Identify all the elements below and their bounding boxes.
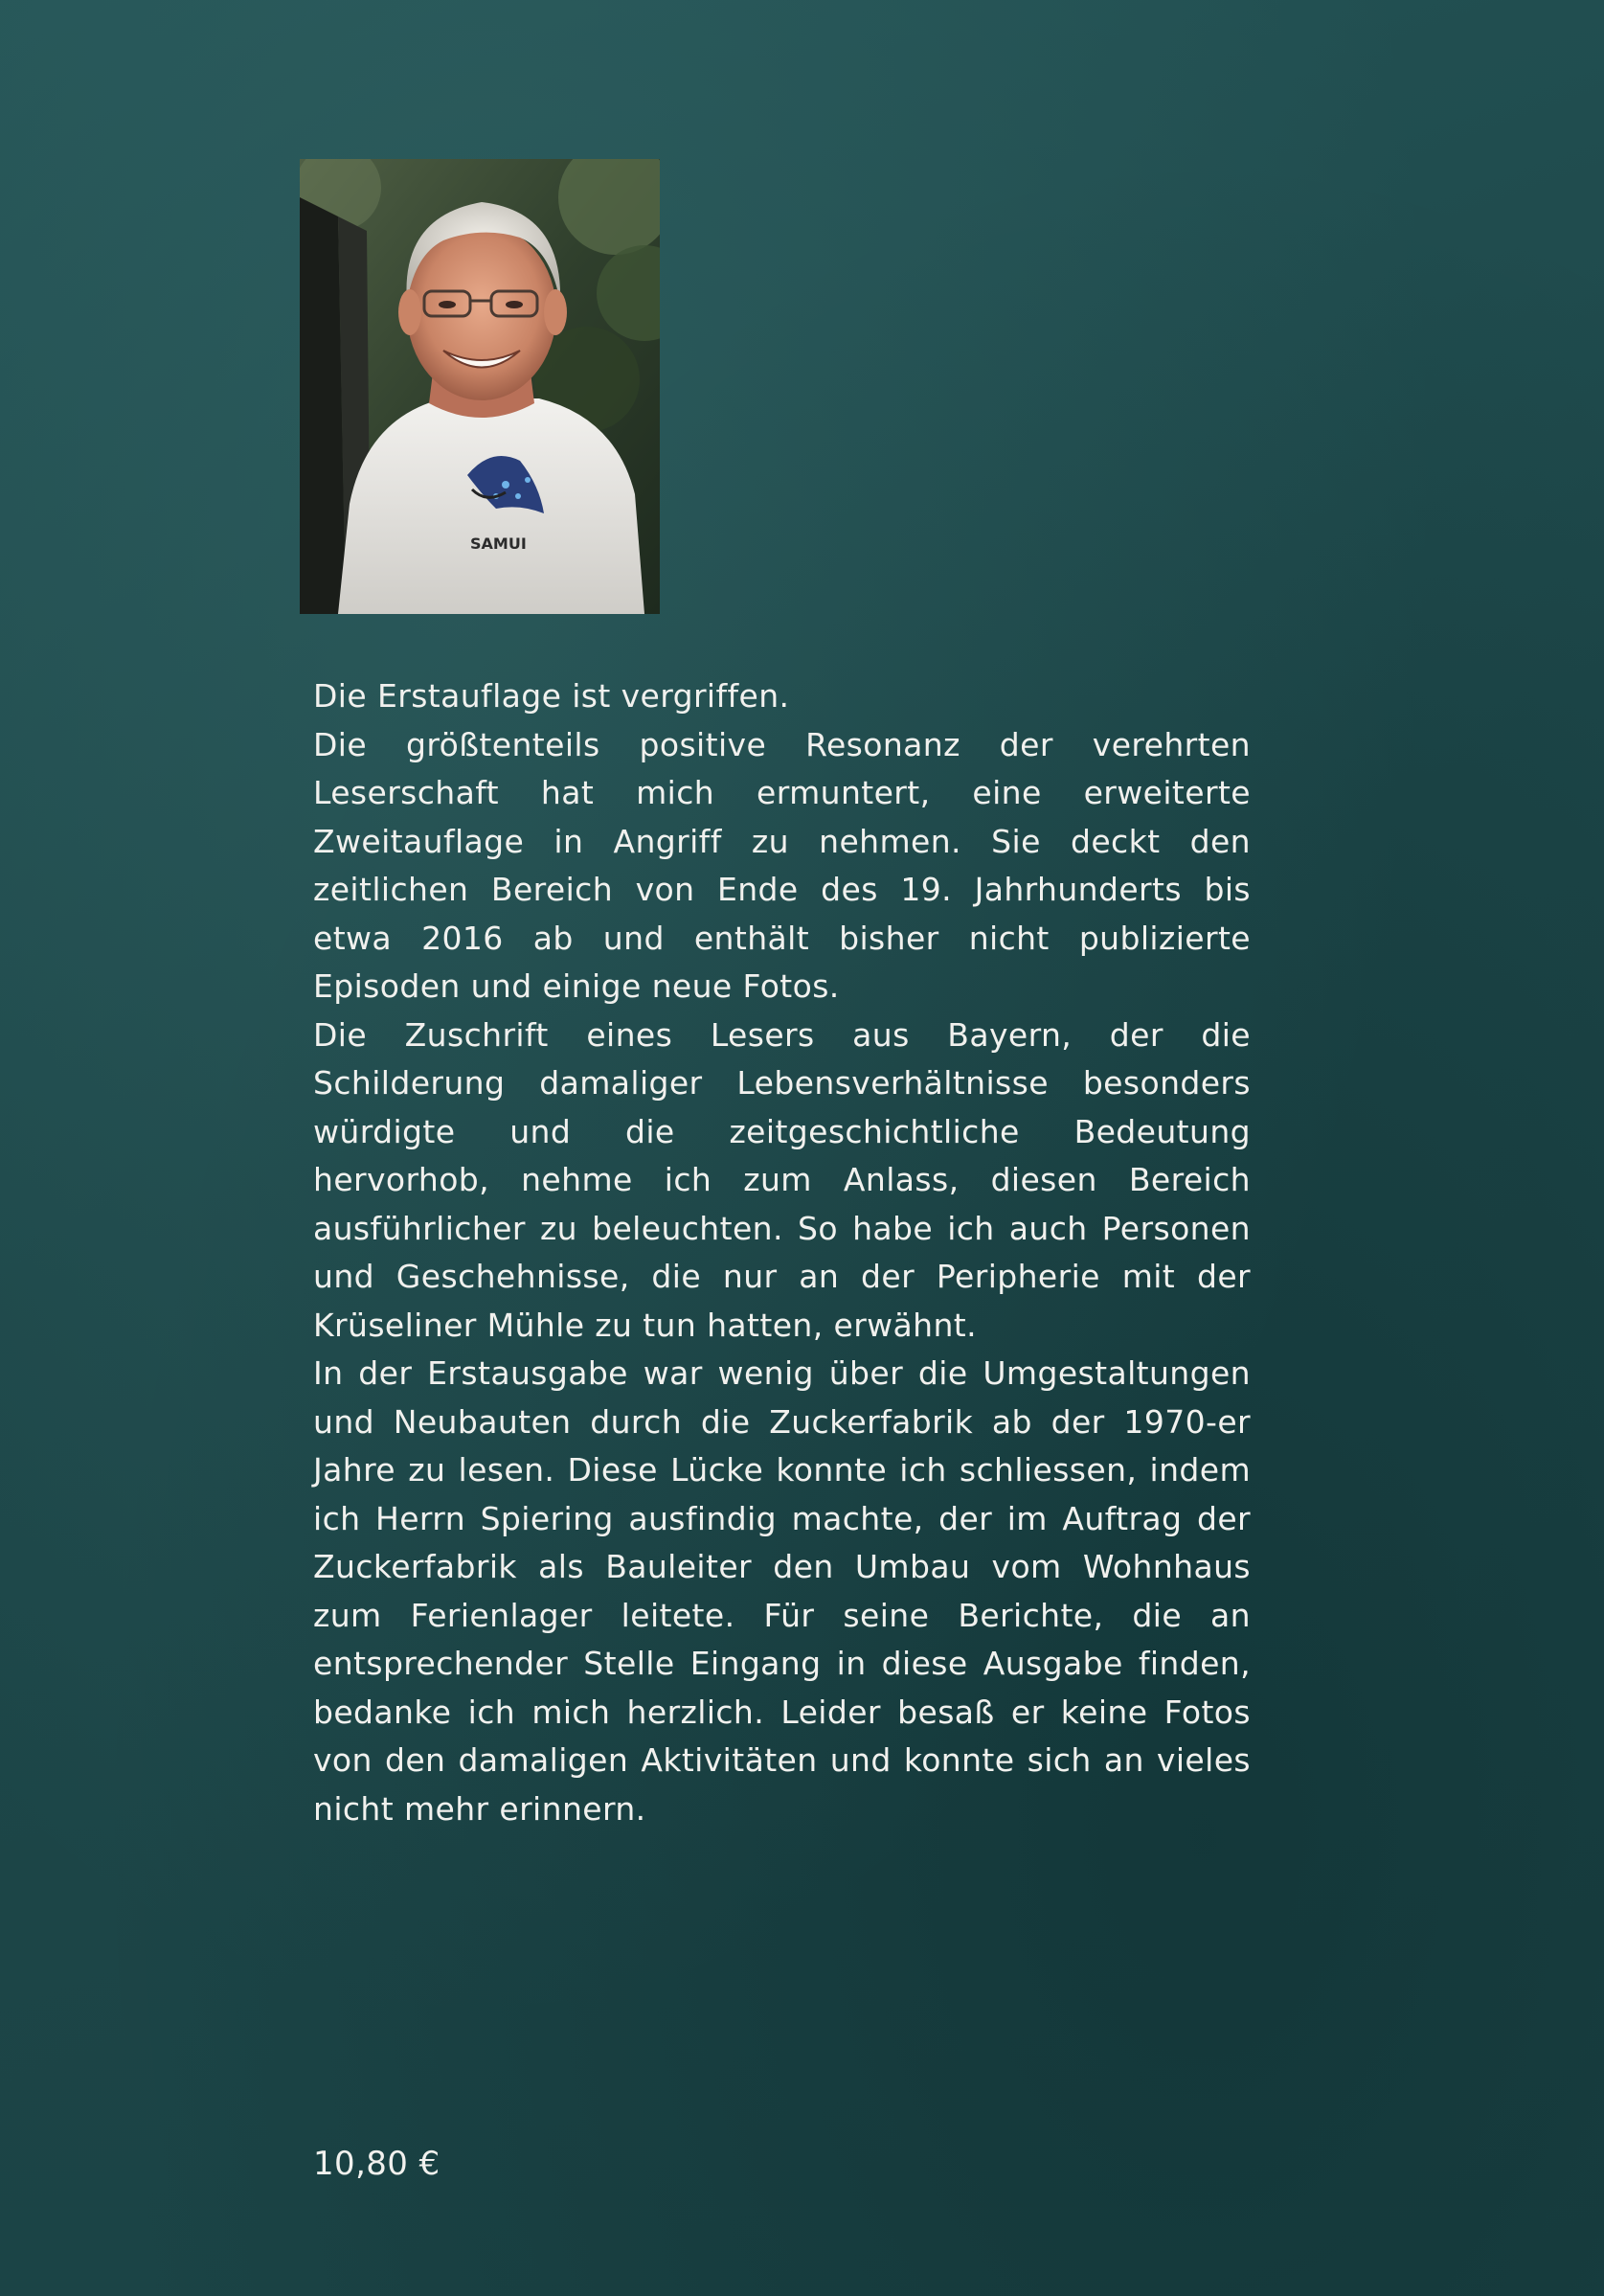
shirt-print-text: SAMUI (470, 534, 527, 553)
blurb-paragraph-4: In der Erstausgabe war wenig über die Umgestaltungen und Neubauten durch die Zuckerfabrik ab der 1970-er Jahre zu lesen. Diese Lücke konnte ich schliessen, indem ich Herrn Spiering ausfindig machte, der im Auftrag der Zuckerfabrik als Bauleiter den Umbau vom Wohnhaus zum Ferienlager leitete. Für seine Berichte, die an entsprechender Stelle Eingang in diese Ausgabe finden, bedanke ich mich herzlich. Leider besaß er keine Fotos von den damaligen Aktivitäten und konnte sich an vieles nicht mehr erinnern. (313, 1354, 1251, 1828)
blurb-paragraph-2: Die größtenteils positive Resonanz der verehrten Leserschaft hat mich ermuntert, eine erweiterte Zweitauflage in Angriff zu nehmen. Sie deckt den zeitlichen Bereich von Ende des 19. Jahrhunderts bis etwa 2016 ab und enthält bisher nicht publizierte Episoden und einige neue Fotos. (313, 725, 1251, 1005)
blurb-paragraph-1: Die Erstauflage ist vergriffen. (313, 677, 790, 715)
author-photo (300, 159, 660, 614)
author-portrait-image (300, 159, 660, 614)
blurb-paragraph-3: Die Zuschrift eines Lesers aus Bayern, der die Schilderung damaliger Lebensverhältnisse besonders würdigte und die zeitgeschichtliche Bedeutung hervorhob, nehme ich zum Anlass, diesen Bereich ausführlicher zu beleuchten. So habe ich auch Personen und Geschehnisse, die nur an der Peripherie mit der Krüseliner Mühle zu tun hatten, erwähnt. (313, 1015, 1251, 1344)
price-label: 10,80 € (313, 2145, 441, 2183)
blurb-text (313, 672, 1251, 1833)
